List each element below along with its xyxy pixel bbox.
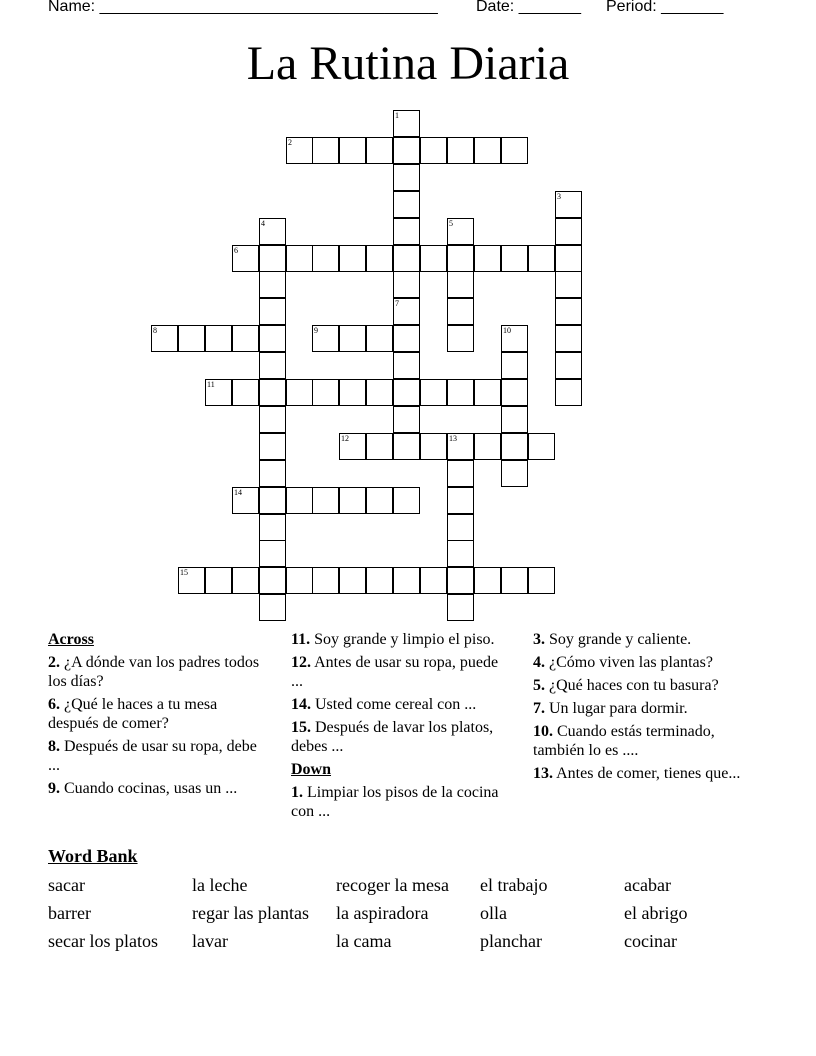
crossword-cell[interactable] — [393, 245, 420, 272]
crossword-cell[interactable] — [393, 433, 420, 460]
word-bank-item: secar los platos — [48, 931, 158, 951]
period-field-label: Period: _______ — [606, 0, 724, 15]
crossword-cell[interactable] — [501, 325, 528, 352]
crossword-cell[interactable] — [232, 379, 259, 406]
crossword-cell[interactable] — [312, 487, 339, 514]
crossword-cell[interactable] — [339, 245, 366, 272]
word-bank-item: planchar — [480, 931, 542, 951]
crossword-cell[interactable] — [393, 137, 420, 164]
crossword-cell[interactable] — [447, 245, 474, 272]
clue-across-8: 8. Después de usar su ropa, debe ... — [48, 738, 257, 774]
clues-column-1 — [48, 630, 266, 802]
crossword-cell[interactable] — [339, 325, 366, 352]
crossword-cell[interactable] — [447, 379, 474, 406]
crossword-cell[interactable] — [259, 245, 286, 272]
crossword-cell[interactable] — [366, 245, 393, 272]
crossword-cell[interactable] — [286, 567, 313, 594]
crossword-cell[interactable] — [393, 271, 420, 298]
crossword-cell[interactable] — [178, 567, 205, 594]
clue-across-15: 15. Después de lavar los platos, debes ... — [291, 719, 494, 755]
crossword-cell[interactable] — [366, 137, 393, 164]
name-field-label: Name: ______________________________________ — [48, 0, 438, 15]
clue-down-7: 7. Un lugar para dormir. — [533, 700, 688, 717]
crossword-cell[interactable] — [259, 567, 286, 594]
crossword-cell[interactable] — [393, 379, 420, 406]
word-bank-item: lavar — [192, 931, 228, 951]
crossword-cell[interactable] — [259, 298, 286, 325]
word-bank-title: Word Bank — [48, 846, 138, 866]
clue-across-6: 6. ¿Qué le haces a tu mesa después de comer? — [48, 696, 218, 732]
crossword-cell[interactable] — [366, 325, 393, 352]
cell-number: 12 — [341, 434, 349, 443]
crossword-cell[interactable] — [205, 567, 232, 594]
crossword-cell[interactable] — [501, 137, 528, 164]
crossword-cell[interactable] — [447, 567, 474, 594]
word-bank-item: la leche — [192, 875, 248, 895]
crossword-cell[interactable] — [259, 271, 286, 298]
word-bank-item: cocinar — [624, 931, 677, 951]
crossword-cell[interactable] — [393, 110, 420, 137]
crossword-cell[interactable] — [232, 487, 259, 514]
crossword-cell[interactable] — [339, 379, 366, 406]
across-heading: Across — [48, 631, 94, 648]
crossword-cell[interactable] — [528, 245, 555, 272]
crossword-cell[interactable] — [286, 245, 313, 272]
crossword-cell[interactable] — [528, 567, 555, 594]
crossword-cell[interactable] — [447, 540, 474, 567]
crossword-cell[interactable] — [232, 325, 259, 352]
crossword-cell[interactable] — [555, 325, 582, 352]
crossword-cell[interactable] — [312, 325, 339, 352]
word-bank-item: recoger la mesa — [336, 875, 449, 895]
crossword-cell[interactable] — [259, 594, 286, 621]
crossword-cell[interactable] — [501, 567, 528, 594]
crossword-cell[interactable] — [259, 514, 286, 541]
crossword-cell[interactable] — [312, 567, 339, 594]
clue-down-3: 3. Soy grande y caliente. — [533, 631, 692, 648]
crossword-cell[interactable] — [205, 325, 232, 352]
crossword-cell[interactable] — [393, 325, 420, 352]
crossword-cell[interactable] — [447, 514, 474, 541]
word-bank-item: el abrigo — [624, 903, 688, 923]
crossword-cell[interactable] — [286, 487, 313, 514]
cell-number: 10 — [503, 326, 511, 335]
cell-number: 13 — [449, 434, 457, 443]
crossword-cell[interactable] — [339, 137, 366, 164]
crossword-cell[interactable] — [339, 487, 366, 514]
clue-across-12: 12. Antes de usar su ropa, puede ... — [291, 654, 499, 690]
crossword-cell[interactable] — [393, 352, 420, 379]
crossword-cell[interactable] — [555, 245, 582, 272]
word-bank-item: la aspiradora — [336, 903, 429, 923]
word-bank-item: el trabajo — [480, 875, 548, 895]
crossword-cell[interactable] — [366, 379, 393, 406]
word-bank-item: barrer — [48, 903, 91, 923]
crossword-cell[interactable] — [393, 298, 420, 325]
crossword-cell[interactable] — [366, 567, 393, 594]
clue-across-9: 9. Cuando cocinas, usas un ... — [48, 780, 238, 797]
crossword-cell[interactable] — [555, 191, 582, 218]
crossword-cell[interactable] — [528, 433, 555, 460]
clue-across-2: 2. ¿A dónde van los padres todos los días? — [48, 654, 260, 690]
cell-number: 2 — [288, 138, 292, 147]
crossword-cell[interactable] — [259, 487, 286, 514]
crossword-cell[interactable] — [393, 191, 420, 218]
clue-down-4: 4. ¿Cómo viven las plantas? — [533, 654, 713, 671]
crossword-cell[interactable] — [205, 379, 232, 406]
crossword-cell[interactable] — [339, 433, 366, 460]
cell-number: 4 — [261, 219, 265, 228]
crossword-cell[interactable] — [447, 594, 474, 621]
crossword-cell[interactable] — [393, 218, 420, 245]
word-bank-item: regar las plantas — [192, 903, 309, 923]
cell-number: 9 — [314, 326, 318, 335]
down-heading: Down — [291, 761, 332, 778]
crossword-cell[interactable] — [420, 137, 447, 164]
crossword-cell[interactable] — [366, 487, 393, 514]
crossword-cell[interactable] — [259, 540, 286, 567]
crossword-cell[interactable] — [232, 245, 259, 272]
cell-number: 14 — [234, 488, 242, 497]
crossword-cell[interactable] — [259, 379, 286, 406]
crossword-cell[interactable] — [447, 137, 474, 164]
clue-down-5: 5. ¿Qué haces con tu basura? — [533, 677, 719, 694]
crossword-cell[interactable] — [447, 298, 474, 325]
crossword-cell[interactable] — [447, 325, 474, 352]
cell-number: 3 — [557, 192, 561, 201]
clues-column-2 — [291, 630, 513, 825]
crossword-cell[interactable] — [474, 245, 501, 272]
clue-across-11: 11. Soy grande y limpio el piso. — [291, 631, 495, 648]
crossword-cell[interactable] — [447, 218, 474, 245]
crossword-cell[interactable] — [151, 325, 178, 352]
crossword-cell[interactable] — [393, 487, 420, 514]
crossword-cell[interactable] — [555, 271, 582, 298]
cell-number: 8 — [153, 326, 157, 335]
word-bank-item: la cama — [336, 931, 392, 951]
crossword-cell[interactable] — [474, 567, 501, 594]
clues-column-3 — [533, 630, 761, 787]
crossword-cell[interactable] — [420, 245, 447, 272]
crossword-cell[interactable] — [501, 460, 528, 487]
crossword-cell[interactable] — [259, 433, 286, 460]
clue-across-14: 14. Usted come cereal con ... — [291, 696, 477, 713]
cell-number: 15 — [180, 568, 188, 577]
crossword-cell[interactable] — [259, 352, 286, 379]
clue-down-1: 1. Limpiar los pisos de la cocina con ... — [291, 784, 499, 820]
crossword-cell[interactable] — [555, 218, 582, 245]
crossword-cell[interactable] — [393, 164, 420, 191]
crossword-cell[interactable] — [259, 460, 286, 487]
crossword-cell[interactable] — [420, 567, 447, 594]
cell-number: 6 — [234, 246, 238, 255]
crossword-cell[interactable] — [366, 433, 393, 460]
crossword-cell[interactable] — [339, 567, 366, 594]
crossword-cell[interactable] — [474, 137, 501, 164]
crossword-cell[interactable] — [393, 567, 420, 594]
crossword-cell[interactable] — [501, 352, 528, 379]
crossword-cell[interactable] — [501, 433, 528, 460]
crossword-cell[interactable] — [555, 298, 582, 325]
word-bank-item: sacar — [48, 875, 85, 895]
cell-number: 11 — [207, 380, 215, 389]
cell-number: 7 — [395, 299, 399, 308]
crossword-cell[interactable] — [474, 379, 501, 406]
crossword-cell[interactable] — [286, 379, 313, 406]
crossword-cell[interactable] — [259, 325, 286, 352]
page-title: La Rutina Diaria — [246, 37, 570, 90]
crossword-cell[interactable] — [474, 433, 501, 460]
crossword-cell[interactable] — [447, 271, 474, 298]
word-bank-item: acabar — [624, 875, 671, 895]
crossword-cell[interactable] — [420, 379, 447, 406]
crossword-cell[interactable] — [447, 487, 474, 514]
cell-number: 1 — [395, 111, 399, 120]
clue-down-10: 10. Cuando estás terminado, también lo es .... — [533, 723, 715, 759]
crossword-cell[interactable] — [232, 567, 259, 594]
crossword-cell[interactable] — [501, 379, 528, 406]
crossword-cell[interactable] — [393, 406, 420, 433]
crossword-cell[interactable] — [312, 245, 339, 272]
cell-number: 5 — [449, 219, 453, 228]
crossword-cell[interactable] — [420, 433, 447, 460]
crossword-cell[interactable] — [555, 352, 582, 379]
crossword-cell[interactable] — [312, 137, 339, 164]
crossword-cell[interactable] — [259, 218, 286, 245]
crossword-cell[interactable] — [501, 245, 528, 272]
crossword-cell[interactable] — [178, 325, 205, 352]
crossword-cell[interactable] — [555, 379, 582, 406]
crossword-cell[interactable] — [259, 406, 286, 433]
date-field-label: Date: _______ — [476, 0, 581, 15]
crossword-cell[interactable] — [501, 406, 528, 433]
clue-down-13: 13. Antes de comer, tienes que... — [533, 765, 741, 782]
crossword-cell[interactable] — [447, 433, 474, 460]
crossword-cell[interactable] — [447, 460, 474, 487]
word-bank-item: olla — [480, 903, 507, 923]
crossword-cell[interactable] — [286, 137, 313, 164]
crossword-cell[interactable] — [312, 379, 339, 406]
